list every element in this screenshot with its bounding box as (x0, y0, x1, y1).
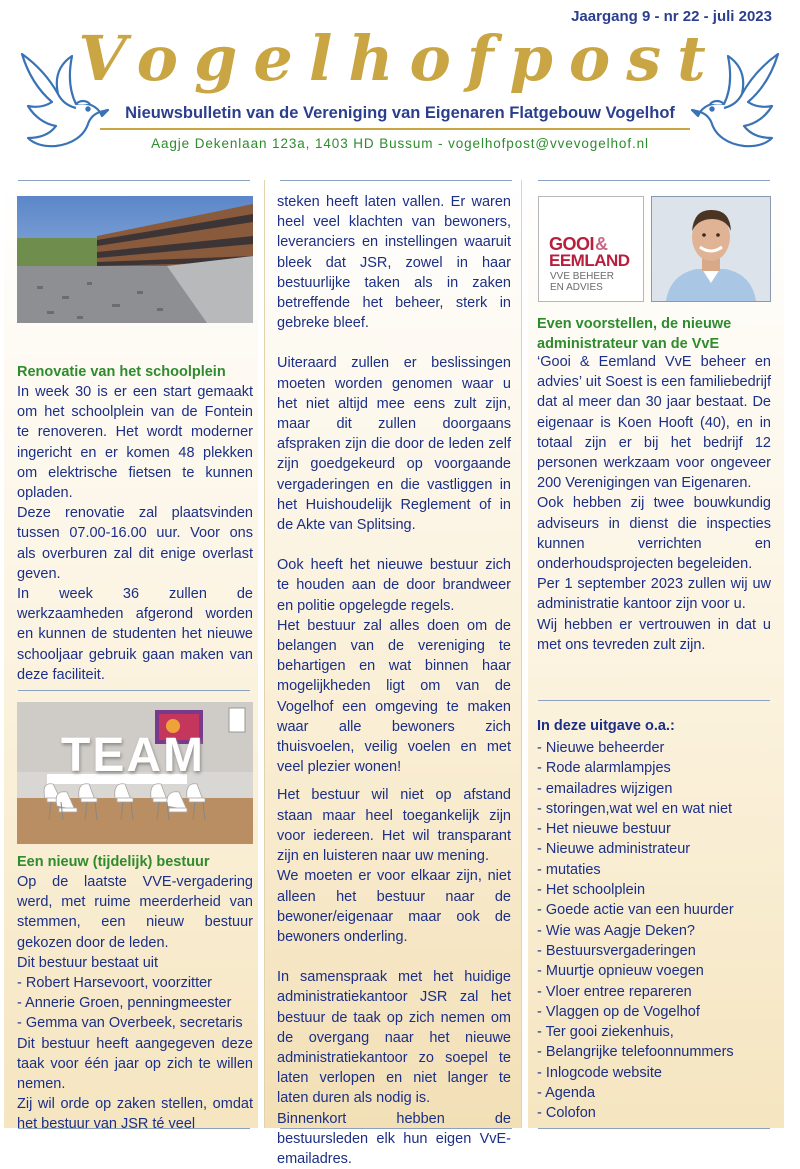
divider (538, 1128, 770, 1129)
list-item: - Nieuwe beheerder (537, 738, 734, 758)
paragraph: Dit bestuur bestaat uit (17, 954, 159, 971)
portrait-photo (651, 196, 771, 302)
list-item: - Het nieuwe bestuur (537, 819, 734, 839)
schoolyard-article (17, 382, 253, 685)
divider (18, 690, 250, 691)
board-article (17, 872, 253, 1135)
list-item: - emailadres wijzigen (537, 779, 734, 799)
list-item: - Ter gooi ziekenhuis, (537, 1022, 734, 1042)
paragraph: Deze renovatie zal plaatsvinden tussen 07.00-16.00 uur. Voor ons als overburen zal dit enige overlast geven. (17, 505, 253, 582)
newsletter-title: Vogelhofpost (78, 22, 722, 95)
schoolyard-photo (17, 196, 253, 323)
list-item: - Vloer entree repareren (537, 982, 734, 1002)
board-heading: Een nieuw (tijdelijk) bestuur (17, 854, 210, 870)
team-photo (17, 702, 253, 844)
contents-heading: In deze uitgave o.a.: (537, 718, 675, 734)
paragraph: In week 30 is er een start gemaakt om het schoolplein van de Fontein te renoveren. Het wordt moderner ingericht en er komen 48 plekken om elektrische fietsen te kunnen opladen. (17, 384, 253, 502)
logo-text: VVE BEHEER (550, 271, 614, 282)
paragraph: steken heeft laten vallen. Er waren heel veel klachten van bewoners, leveranciers en instellingen waaruit bleek dat JSR, zowel in haar bestuurlijke taken als in zaken betreffende het beheer, sterk in gebreke bleef. (277, 194, 511, 332)
paragraph: We moeten er voor elkaar zijn, niet alleen het bestuur naar de bewoner/eigenaar maar ook de bewoners onderling. (277, 868, 511, 945)
divider (538, 180, 770, 181)
administrator-article (537, 352, 771, 655)
schoolyard-heading: Renovatie van het schoolplein (17, 364, 226, 380)
paragraph: Op de laatste VVE-vergadering werd, met ruime meerderheid van stemmen, een nieuw bestuur gekozen door de leden. (17, 874, 253, 951)
list-item: - Colofon (537, 1103, 734, 1123)
divider (538, 700, 770, 701)
contents-list (537, 738, 734, 1124)
paragraph: ‘Gooi & Eemland VvE beheer en advies’ uit Soest is een familiebedrijf dat al meer dan 30 jaar bestaat. De eigenaar is Koen Hooft (40), en in totaal zijn er bij het bedrijf 12 personen werkzaam voor ongeveer 200 Verenigingen van Eigenaren. (537, 354, 771, 492)
divider (18, 180, 250, 181)
divider (100, 128, 690, 130)
paragraph: Uiteraard zullen er beslissingen moeten worden genomen waar u het niet altijd mee eens zult zijn, maar dit zullen doorgaans afspraken zijn die door de leden zelf zijn goedgekeurd op voorgaande vergaderingen en die vastliggen in het Huishoudelijk Reglement of in de Akte van Splitsing. (277, 355, 511, 534)
list-item: - Goede actie van een huurder (537, 900, 734, 920)
paragraph: Het bestuur zal alles doen om de belangen van de vereniging te behartigen en wat binnen haar mogelijkheden ligt om van de Vogelhof een omgeving te maken waar alle bewoners zich thuisvoelen, veilig voelen en met veel plezier wonen! (277, 617, 511, 776)
paragraph: Dit bestuur heeft aangegeven deze taak voor één jaar op zich te willen nemen. (17, 1035, 253, 1093)
newsletter-subtitle: Nieuwsbulletin van de Vereniging van Eigenaren Flatgebouw Vogelhof (125, 104, 675, 122)
paragraph: Zij wil orde op zaken stellen, omdat het bestuur van JSR té veel (17, 1096, 253, 1133)
board-member: - Annerie Groen, penningmeester (17, 995, 232, 1012)
list-item: - Belangrijke telefoonnummers (537, 1042, 734, 1062)
paragraph: In samenspraak met het huidige administratiekantoor JSR zal het bestuur de taak op zich nemen om de overgang naar het nieuwe administratiekantoor zo soepel te laten verlopen en niet langer te laten duren als nodig is. (277, 969, 511, 1107)
list-item: - storingen,wat wel en wat niet (537, 799, 734, 819)
issue-info: Jaargang 9 - nr 22 - juli 2023 (571, 8, 772, 25)
list-item: - Bestuursvergaderingen (537, 941, 734, 961)
list-item: - Muurtje opnieuw voegen (537, 961, 734, 981)
logo-text: GOOI (549, 234, 595, 254)
paragraph: Het bestuur wil niet op afstand staan maar heel toegankelijk zijn voor iedereen. Het wil transparant zijn en luisteren naar uw mening. (277, 787, 511, 865)
administrator-heading: Even voorstellen, de nieuwe administrateur van de VvE (537, 316, 732, 352)
list-item: - Agenda (537, 1083, 734, 1103)
board-article-continued (277, 192, 511, 1169)
list-item: - Het schoolplein (537, 880, 734, 900)
list-item: - Nieuwe administrateur (537, 839, 734, 859)
paragraph: Ook hebben zij twee bouwkundig adviseurs in dienst die inspecties kunnen verrichten en onderhoudsprojecten begeleiden. (537, 495, 771, 573)
paragraph: In week 36 zullen de werkzaamheden afgerond worden en kunnen de studenten het nieuwe schooljaar gebruik gaan maken van deze faciliteit. (17, 586, 253, 683)
company-logo (538, 196, 644, 302)
paragraph: Binnenkort hebben de bestuursleden elk hun eigen VvE- emailadres. (277, 1110, 511, 1167)
list-item: - mutaties (537, 860, 734, 880)
paragraph: Per 1 september 2023 zullen wij uw administratie kantoor zijn voor u. (537, 576, 771, 613)
logo-text: & (595, 234, 608, 254)
board-member: - Robert Harsevoort, voorzitter (17, 975, 213, 992)
board-member: - Gemma van Overbeek, secretaris (17, 1015, 243, 1032)
list-item: - Vlaggen op de Vogelhof (537, 1002, 734, 1022)
list-item: - Inlogcode website (537, 1063, 734, 1083)
list-item: - Rode alarmlampjes (537, 758, 734, 778)
contact-address: Aagje Dekenlaan 123a, 1403 HD Bussum - vogelhofpost@vvevogelhof.nl (151, 136, 649, 151)
divider (280, 180, 512, 181)
logo-text: EN ADVIES (550, 282, 603, 293)
logo-text: EEMLAND (549, 251, 630, 270)
paragraph: Wij hebben er vertrouwen in dat u met ons tevreden zult zijn. (537, 616, 771, 653)
paragraph: Ook heeft het nieuwe bestuur zich te houden aan de door brandweer en politie opgelegde regels. (277, 557, 511, 614)
list-item: - Wie was Aagje Deken? (537, 921, 734, 941)
team-letters: TEAM (61, 729, 205, 782)
